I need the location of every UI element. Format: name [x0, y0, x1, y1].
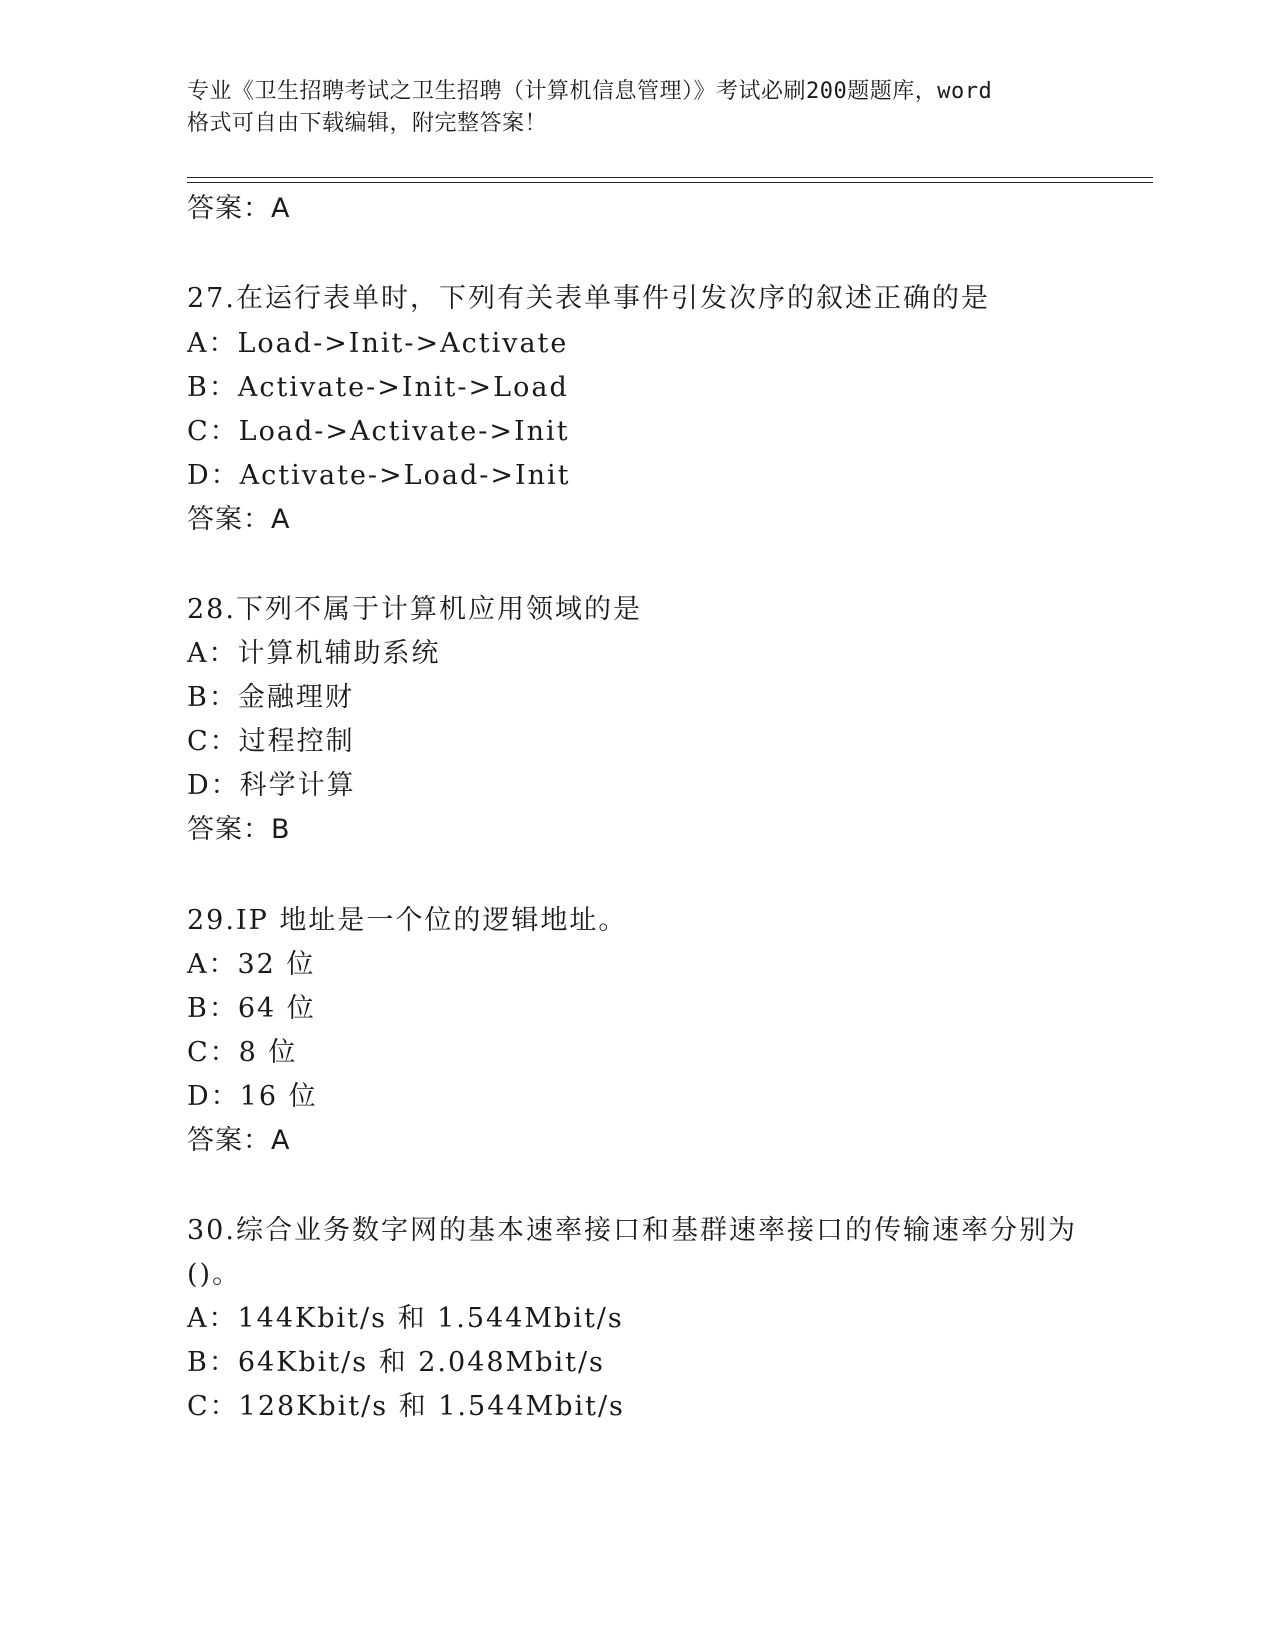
question-27-option-b: B：Activate->Init->Load — [187, 372, 569, 403]
question-29-option-c: C：8 位 — [187, 1037, 298, 1068]
question-30-option-a: A：144Kbit/s 和 1.544Mbit/s — [187, 1303, 624, 1334]
question-30-stem-line-1: 30.综合业务数字网的基本速率接口和基群速率接口的传输速率分别为 — [187, 1215, 1077, 1246]
question-28-option-c: C：过程控制 — [187, 726, 355, 757]
question-27-option-a: A：Load->Init->Activate — [187, 328, 569, 359]
answer-q26: 答案：A — [187, 193, 291, 224]
answer-q28: 答案：B — [187, 814, 291, 845]
header-divider-top — [187, 177, 1153, 178]
question-27-stem: 27.在运行表单时，下列有关表单事件引发次序的叙述正确的是 — [187, 283, 990, 314]
question-29-stem: 29.IP 地址是一个位的逻辑地址。 — [187, 905, 628, 936]
question-28-option-b: B：金融理财 — [187, 682, 354, 713]
header-title-line-2: 格式可自由下载编辑，附完整答案！ — [187, 111, 548, 136]
header-divider-bottom — [187, 182, 1153, 183]
question-28-option-a: A：计算机辅助系统 — [187, 638, 441, 669]
question-30-option-c: C：128Kbit/s 和 1.544Mbit/s — [187, 1391, 625, 1422]
question-30-stem-line-2: ()。 — [187, 1259, 242, 1290]
answer-q29: 答案：A — [187, 1125, 291, 1156]
document-header — [187, 76, 1087, 140]
question-29-option-a: A：32 位 — [187, 949, 316, 980]
answer-q27: 答案：A — [187, 504, 291, 535]
question-28-option-d: D：科学计算 — [187, 770, 356, 801]
question-30-option-b: B：64Kbit/s 和 2.048Mbit/s — [187, 1347, 605, 1378]
question-29-option-b: B：64 位 — [187, 993, 316, 1024]
question-28-stem: 28.下列不属于计算机应用领域的是 — [187, 594, 642, 625]
question-27-option-c: C：Load->Activate->Init — [187, 416, 570, 447]
header-title-line-1: 专业《卫生招聘考试之卫生招聘（计算机信息管理）》考试必刷200题题库，word — [187, 79, 993, 104]
question-29-option-d: D：16 位 — [187, 1081, 318, 1112]
question-27-option-d: D：Activate->Load->Init — [187, 460, 571, 491]
